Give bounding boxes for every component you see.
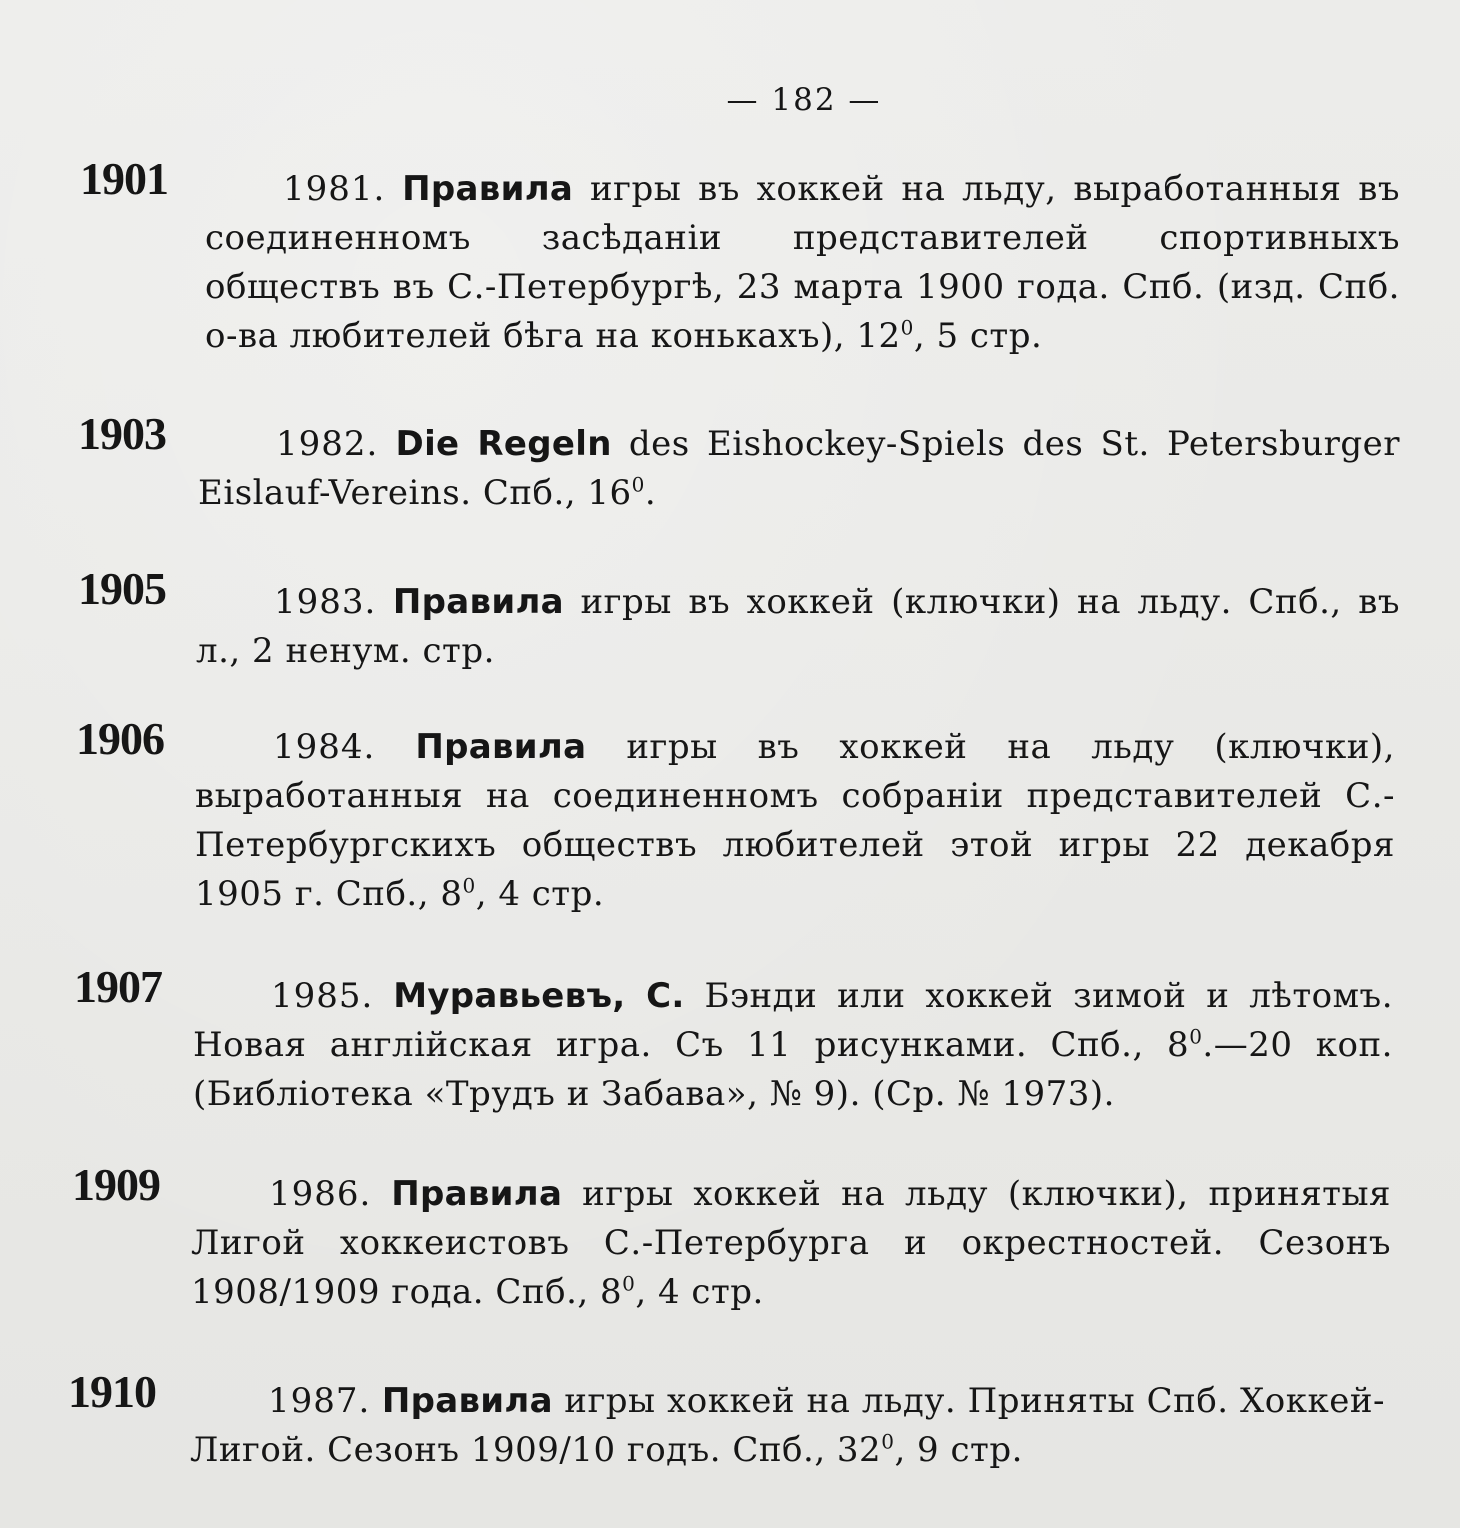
entry-title: Die Regeln [395, 424, 612, 464]
entry-year: 1910 [68, 1366, 156, 1417]
entry-text [195, 723, 1395, 919]
entry-text [198, 420, 1400, 518]
entry-title: Муравьевъ, С. [393, 976, 685, 1016]
entry-description: игры хоккей на льду. Приняты Спб. Хоккей-Лигой. Сезонъ 1909/10 годъ. Спб., 32 [190, 1381, 1386, 1470]
entry-title: Правила [392, 582, 564, 622]
entry-title: Правила [402, 169, 574, 209]
entry-title: Правила [381, 1381, 553, 1421]
entry-text [205, 165, 1400, 361]
entry-year: 1901 [80, 153, 168, 204]
entry-format-superscript: 0 [622, 1271, 636, 1296]
entry-tail: .—20 коп. (Библіотека «Трудъ и Забава», № 9). (Ср. № 1973). [193, 1025, 1393, 1114]
entry-tail: . [644, 473, 657, 513]
entry-number: 1983. [274, 582, 377, 622]
entry-number: 1984. [273, 727, 376, 767]
entry-year: 1909 [72, 1159, 160, 1210]
entry-description: игры въ хоккей на льду (ключки), выработанныя на соединенномъ собраніи представителей С.-Петербургскихъ обществъ любителей этой игры 22 декабря 1905 г. Спб., 8 [195, 727, 1395, 914]
entry-format-superscript: 0 [881, 1429, 895, 1454]
entry-description: des Eishockey-Spiels des St. Petersburger Eislauf-Vereins. Спб., 16 [198, 424, 1400, 513]
entry-format-superscript: 0 [900, 315, 914, 340]
entry-year: 1903 [78, 408, 166, 459]
page-number: — 182 — [726, 82, 882, 118]
entry-text [191, 1170, 1391, 1317]
entry-tail: , 4 стр. [635, 1272, 764, 1312]
entry-description: Бэнди или хоккей зимой и лѣтомъ. Новая англійская игра. Съ 11 рисунками. Спб., 8 [193, 976, 1393, 1065]
entry-year: 1906 [76, 713, 164, 764]
entry-number: 1981. [283, 169, 386, 209]
entry-tail: , 5 стр. [913, 316, 1043, 356]
entry-number: 1985. [271, 976, 374, 1016]
entry-tail: , 4 стр. [475, 874, 605, 914]
entry-description: игры хоккей на льду (ключки), принятыя Лигой хоккеистовъ С.-Петербурга и окрестностей. Сезонъ 1908/1909 года. Спб., 8 [191, 1174, 1391, 1312]
entry-year: 1907 [74, 961, 162, 1012]
entry-format-superscript: 0 [631, 472, 645, 497]
entry-description: игры въ хоккей на льду, выработанныя въ соединенномъ засѣданіи представителей спортивныхъ обществъ въ С.-Петербургѣ, 23 марта 1900 года. Спб. (изд. Спб. о-ва любителей бѣга на конькахъ), 12 [205, 169, 1400, 356]
entry-title: Правила [391, 1174, 563, 1214]
entry-text [193, 972, 1393, 1119]
entry-text [190, 1377, 1385, 1475]
entry-format-superscript: 0 [1189, 1024, 1203, 1049]
entry-year: 1905 [78, 563, 166, 614]
entry-text [196, 578, 1400, 676]
entry-title: Правила [415, 727, 587, 767]
entry-format-superscript: 0 [462, 873, 476, 898]
entry-number: 1987. [268, 1381, 371, 1421]
entry-number: 1986. [269, 1174, 372, 1214]
entry-number: 1982. [276, 424, 379, 464]
entry-tail: , 9 стр. [894, 1430, 1023, 1470]
entry-description: игры въ хоккей (ключки) на льду. Спб., въ л., 2 ненум. стр. [196, 582, 1401, 671]
